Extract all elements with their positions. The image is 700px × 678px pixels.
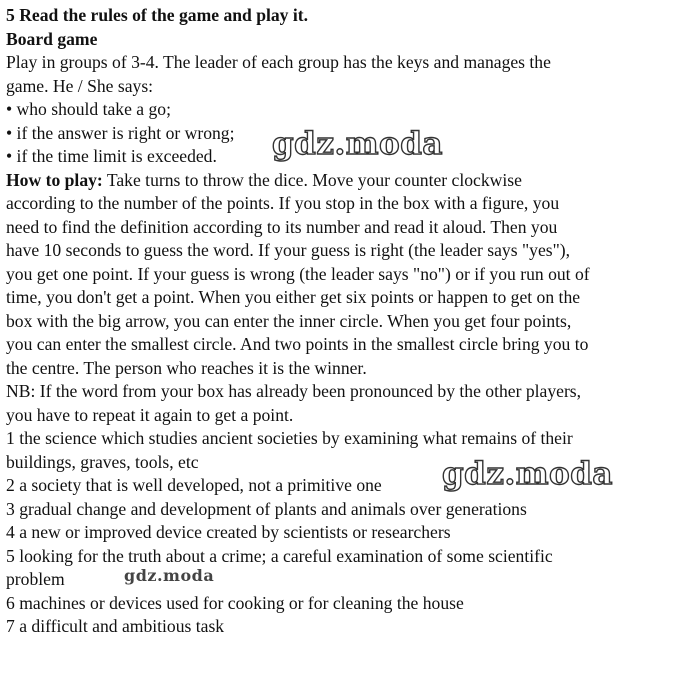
definition-line: 2 a society that is well developed, not a primitive one — [6, 475, 382, 495]
watermark: gdz.moda — [442, 456, 613, 492]
bullet-item: • if the answer is right or wrong; — [6, 122, 235, 143]
how-to-play-label: How to play: — [6, 169, 103, 190]
definition-line: 4 a new or improved device created by scientists or researchers — [6, 522, 451, 542]
how-to-play-line: you get one point. If your guess is wrong (the leader says "no") or if you run out of — [6, 263, 590, 284]
section-title: Board game — [6, 28, 98, 49]
document-page — [6, 4, 696, 639]
watermark: gdz.moda — [124, 566, 215, 585]
bullet-item: • if the time limit is exceeded. — [6, 146, 217, 166]
how-to-play-first-line — [6, 169, 696, 193]
definition-line: 6 machines or devices used for cooking or for cleaning the house — [6, 592, 464, 613]
how-to-play-line: box with the big arrow, you can enter the inner circle. When you get four points, — [6, 310, 572, 331]
definition-line: 1 the science which studies ancient societies by examining what remains of their — [6, 428, 573, 448]
definition-line: 5 looking for the truth about a crime; a careful examination of some scientific — [6, 545, 553, 566]
how-to-play-text: Take turns to throw the dice. Move your counter clockwise — [102, 169, 522, 190]
how-to-play-line: the centre. The person who reaches it is the winner. — [6, 357, 367, 378]
bullet-item: • who should take a go; — [6, 99, 171, 119]
intro-line: Play in groups of 3-4. The leader of each group has the keys and manages the — [6, 52, 551, 72]
intro-line: game. He / She says: — [6, 75, 154, 96]
definition-line: problem — [6, 569, 65, 589]
definition-line: 7 a difficult and ambitious task — [6, 616, 225, 636]
how-to-play-line: have 10 seconds to guess the word. If your guess is right (the leader says "yes"), — [6, 240, 571, 260]
how-to-play-line: time, you don't get a point. When you either get six points or happen to get on the — [6, 287, 581, 307]
note-line: NB: If the word from your box has already been pronounced by the other players, — [6, 381, 582, 401]
note-line: you have to repeat it again to get a point. — [6, 404, 294, 425]
how-to-play-line: according to the number of the points. If you stop in the box with a figure, you — [6, 193, 560, 213]
definition-line: buildings, graves, tools, etc — [6, 451, 199, 472]
watermark: gdz.moda — [272, 126, 443, 162]
exercise-title: 5 Read the rules of the game and play it. — [6, 5, 309, 25]
how-to-play-line: you can enter the smallest circle. And two points in the smallest circle bring you to — [6, 334, 589, 354]
definition-line: 3 gradual change and development of plants and animals over generations — [6, 498, 527, 519]
how-to-play-line: need to find the definition according to its number and read it aloud. Then you — [6, 216, 558, 237]
